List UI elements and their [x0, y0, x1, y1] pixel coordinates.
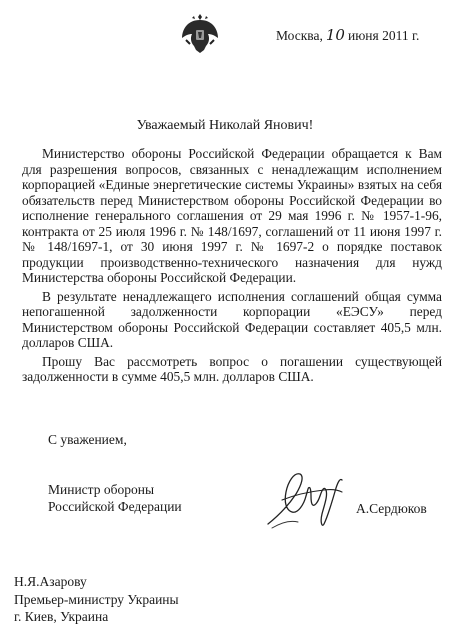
greeting: Уважаемый Николай Янович! [136, 118, 314, 133]
addressee-location: г. Киев, Украина [14, 609, 109, 624]
signatory-title [48, 481, 182, 515]
month-year: июня 2011 г. [347, 28, 420, 43]
paragraph: Министерство обороны Российской Федерации обращается к Вам для разрешения вопросов, связанных с ненадлежащим исполнением корпорацией «Единые энергетические системы Украины» взятых на себя обязательств перед Министерством обороны Российской Федерации во исполнение генерального соглашения от 29 мая 1996 г. № 1957-1-96, контракта от 25 июля 1996 г. № 148/1697, соглашений от 11 июня 1997 г. № 148/1697-1, от 30 июня 1997 г. № 1697-2 о порядке поставок продукции производственно-технического назначения для нужд Министерства обороны Российской Федерации. [22, 146, 442, 285]
closing: С уважением, [48, 432, 127, 447]
paragraph: Прошу Вас рассмотреть вопрос о погашении существующей задолженности в сумме 405,5 млн. долларов США. [22, 353, 442, 384]
letter-body [22, 146, 442, 388]
addressee-name: Н.Я.Азарову [14, 574, 87, 589]
handwritten-day: 10 [325, 26, 345, 44]
city: Москва, [276, 28, 323, 43]
signatory-title-line: Министр обороны [48, 482, 155, 497]
double-headed-eagle-icon [180, 10, 220, 56]
addressee-position: Премьер-министру Украины [14, 591, 179, 607]
handwritten-signature-icon [262, 466, 348, 532]
addressee-block [14, 573, 179, 626]
signatory-title-line: Российской Федерации [48, 499, 182, 514]
date-line [276, 26, 419, 44]
signatory-name: А.Сердюков [356, 501, 427, 516]
paragraph: В результате ненадлежащего исполнения соглашений общая сумма непогашенной задолженности корпорации «ЕЭСУ» перед Министерством обороны Российской Федерации составляет 405,5 млн. долларов США. [22, 288, 442, 350]
